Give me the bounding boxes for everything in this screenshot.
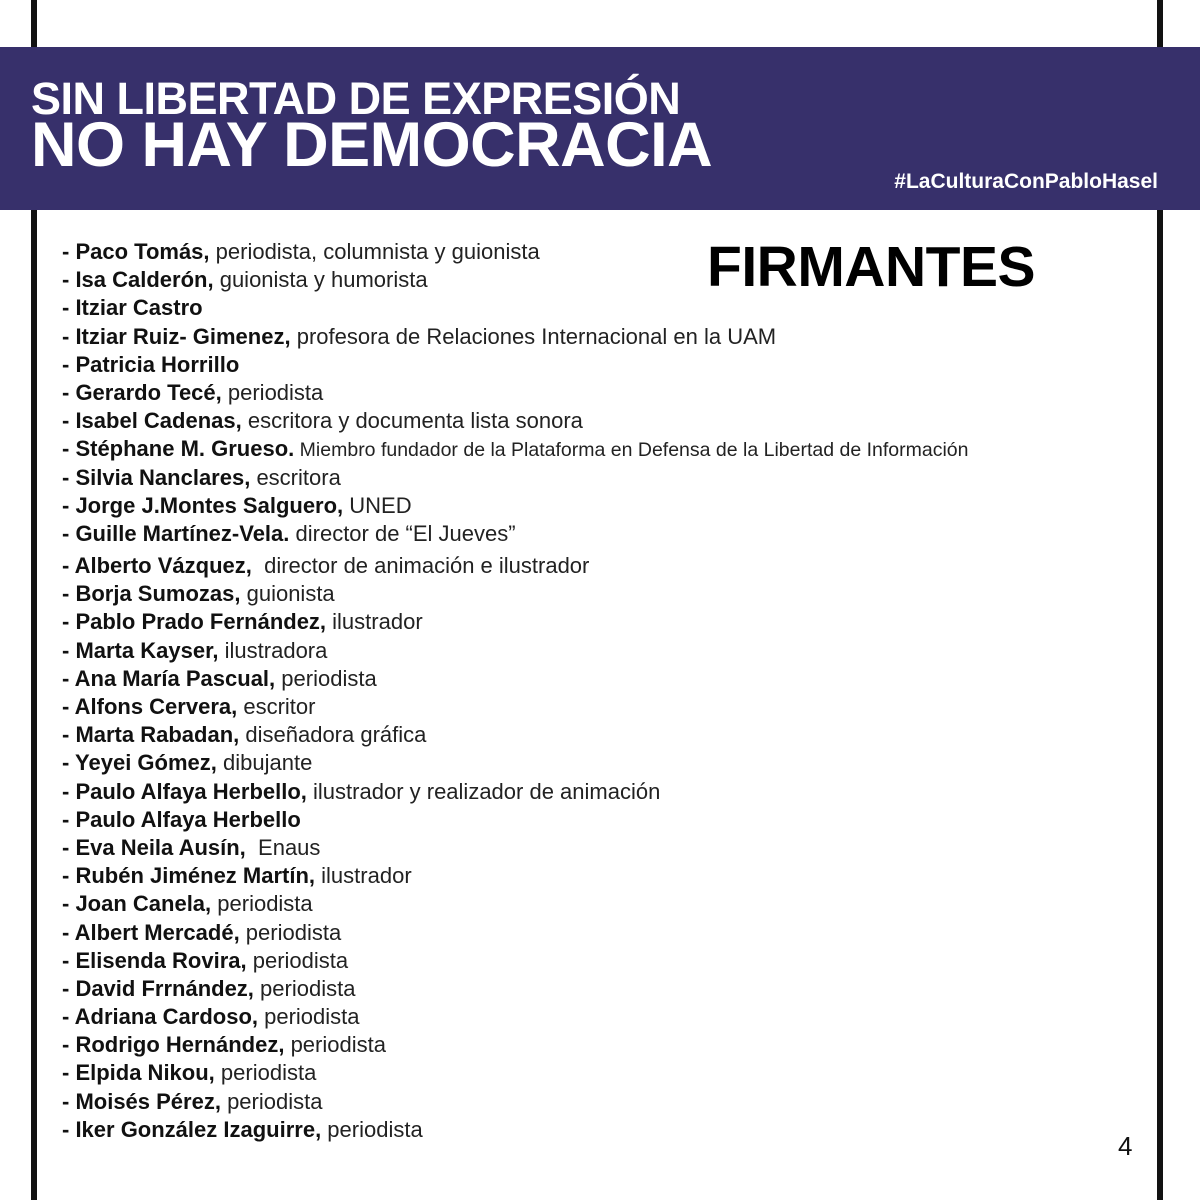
signatory-role: periodista [246,947,349,973]
signatory-item [62,238,969,266]
signatory-role: periodista [220,1088,323,1114]
signatory-role: ilustrador y realizador de animación [306,778,661,804]
signatory-name: - Joan Canela, [62,891,212,917]
signatory-item [62,1088,969,1116]
signatory-item [62,778,969,806]
signatory-name: - Gerardo Tecé, [62,379,222,405]
signatory-role: escritora y documenta lista sonora [241,408,583,434]
signatory-name: - Moisés Pérez, [62,1088,221,1114]
signatory-name: - Yeyei Gómez, [62,750,217,776]
signatory-item [62,294,969,322]
signatory-item [62,351,969,379]
signatory-item [62,919,969,947]
signatory-name: - Elpida Nikou, [62,1060,215,1086]
signatory-item [62,637,969,665]
signatory-item [62,608,969,636]
signatory-name: - Paulo Alfaya Herbello, [62,778,307,804]
signatory-name: - Alfons Cervera, [62,694,238,719]
signatory-role: periodista [253,975,356,1001]
signatory-item [62,580,969,608]
signatory-role: director de “El Jueves” [289,520,516,546]
signatory-item [62,1116,969,1144]
signatory-name: - Pablo Prado Fernández, [62,609,327,635]
signatory-name: - Alberto Vázquez, [62,553,252,579]
signatory-role: ilustradora [218,637,328,663]
signatory-role: periodista [211,891,313,917]
signatory-role: periodista [239,919,342,945]
signatory-item [62,862,969,890]
signatory-name: - Adriana Cardoso, [62,1004,258,1030]
signatory-name: - Marta Kayser, [62,637,219,663]
signatory-role: escritor [237,694,316,719]
signatories-list [62,238,969,1144]
signatory-role: ilustrador [326,609,423,635]
signatory-name: - Rodrigo Hernández, [62,1032,285,1058]
signatory-role: periodista [275,665,377,691]
signatory-name: - Ana María Pascual, [62,665,276,691]
signatory-item [62,665,969,693]
signatory-item [62,492,969,520]
signatory-name: - Jorge J.Montes Salguero, [62,492,344,518]
signatory-role: ilustrador [315,863,412,889]
signatory-role: profesora de Relaciones Internacional en la UAM [290,323,777,349]
signatory-item [62,834,969,862]
signatory-item [62,323,969,351]
signatory-name: - Itziar Ruiz- Gimenez, [62,323,291,349]
signatory-name: - Paco Tomás, [62,239,210,264]
signatory-role: periodista [214,1060,317,1086]
hashtag: #LaCulturaConPabloHasel [894,170,1158,193]
signatory-name: - Isa Calderón, [62,267,214,293]
signatory-role: periodista, columnista y guionista [209,239,540,264]
signatory-role: escritora [250,464,341,490]
signatory-item [62,721,969,749]
signatory-role: guionista [240,581,335,607]
signatory-item [62,1003,969,1031]
headline-line-2: NO HAY DEMOCRACIA [31,110,713,180]
signatory-item [62,435,969,463]
signatory-item [62,552,969,580]
page-number: 4 [1118,1131,1133,1161]
signatory-item [62,379,969,407]
signatory-name: - Marta Rabadan, [62,722,240,748]
signatory-item [62,464,969,492]
signatory-item [62,693,969,721]
signatory-name: - Eva Neila Ausín, [62,834,246,860]
signatory-item [62,975,969,1003]
signatory-name: - Guille Martínez-Vela. [62,520,290,546]
signatory-role: periodista [221,379,324,405]
signatory-role: periodista [258,1004,360,1030]
signatory-name: - Patricia Horrillo [62,351,240,377]
signatory-name: - Albert Mercadé, [62,919,240,945]
signatory-role: periodista [284,1032,386,1058]
signatory-item [62,890,969,918]
signatory-item [62,749,969,777]
signatory-role: guionista y humorista [213,267,428,293]
signatory-item [62,520,969,548]
signatory-role: periodista [321,1116,423,1142]
signatory-name: - Paulo Alfaya Herbello [62,806,301,832]
signatory-name: - David Frrnández, [62,975,254,1001]
headline-line-1: SIN LIBERTAD DE EXPRESIÓN [31,73,681,124]
signatory-name: - Silvia Nanclares, [62,464,251,490]
section-title: FIRMANTES [707,235,1035,299]
signatory-item [62,1031,969,1059]
signatory-role: Miembro fundador de la Plataforma en Defensa de la Libertad de Información [294,439,969,462]
signatory-name: - Borja Sumozas, [62,581,241,607]
signatory-item [62,266,969,294]
signatory-name: - Elisenda Rovira, [62,947,247,973]
signatory-item [62,947,969,975]
signatory-name: - Rubén Jiménez Martín, [62,863,316,889]
signatory-role: dibujante [216,750,313,776]
signatory-name: - Stéphane M. Grueso. [62,436,295,462]
signatory-name: - Itziar Castro [62,295,203,321]
signatory-name: - Iker González Izaguirre, [62,1116,322,1142]
signatory-role: Enaus [245,834,321,860]
signatory-item [62,407,969,435]
signatory-role: diseñadora gráfica [239,722,427,748]
signatory-role: UNED [343,492,412,518]
signatory-name: - Isabel Cadenas, [62,408,242,434]
signatory-item [62,1059,969,1087]
signatory-role: director de animación e ilustrador [251,553,590,579]
signatory-item [62,806,969,834]
